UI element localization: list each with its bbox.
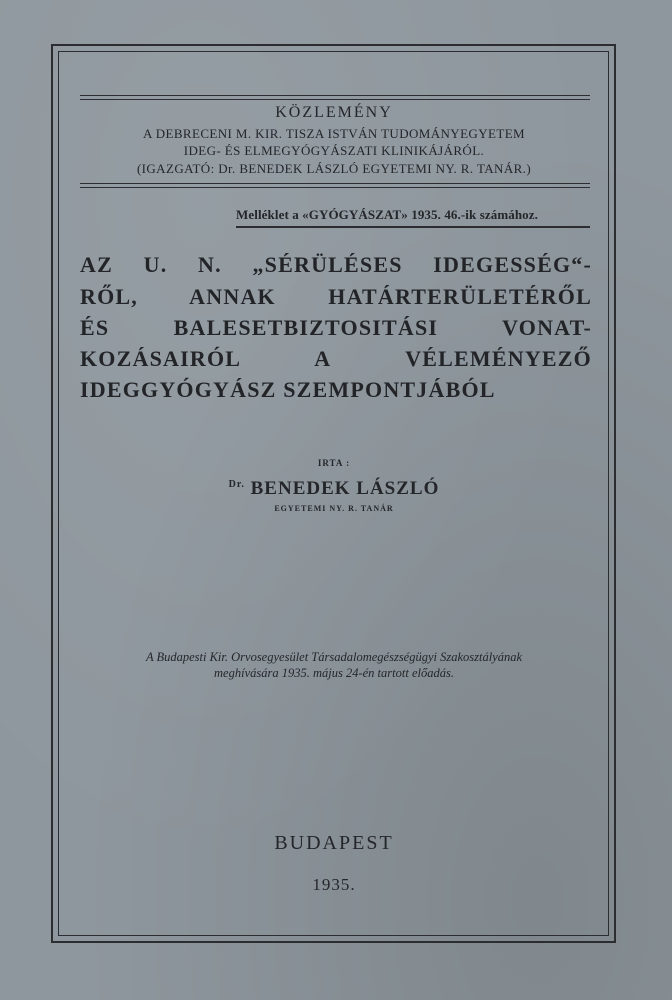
header-top-rule-2 (80, 99, 590, 100)
supplement-underline (236, 226, 590, 228)
header-bottom-rule-1 (80, 183, 590, 184)
header-top-rule-1 (80, 95, 590, 96)
title-line-5: IDEGGYÓGYÁSZ SZEMPONTJÁBÓL (80, 377, 496, 402)
institution-line-1: A DEBRECENI M. KIR. TISZA ISTVÁN TUDOMÁNYEGYETEM (143, 126, 525, 141)
byline-label: IRTA : (317, 458, 351, 468)
title-line-4: KOZÁSAIRÓL A VÉLEMÉNYEZŐ (80, 346, 592, 371)
author-prefix: Dr. (228, 479, 245, 490)
series-heading: KÖZLEMÉNY (275, 104, 393, 121)
institution-line-2: IDEG- ÉS ELMEGYÓGYÁSZATI KLINIKÁJÁRÓL. (183, 143, 485, 158)
institution-line-3: (IGAZGATÓ: Dr. BENEDEK LÁSZLÓ EGYETEMI NY. R. TANÁR.) (136, 161, 532, 176)
author-title: EGYETEMI NY. R. TANÁR (274, 504, 394, 513)
header-bottom-rule-2 (80, 187, 590, 188)
title-line-2: RŐL, ANNAK HATÁRTERÜLETÉRŐL (80, 284, 592, 309)
imprint-year: 1935. (312, 875, 356, 894)
lecture-note-line-2: meghívására 1935. május 24-én tartott előadás. (214, 666, 454, 680)
author-name (60, 478, 608, 500)
imprint-city: BUDAPEST (274, 832, 394, 854)
title-line-1: AZ U. N. „SÉRÜLÉSES IDEGESSÉG“- (80, 252, 592, 277)
lecture-note-line-1: A Budapesti Kir. Orvosegyesület Társadalomegészségügyi Szakosztályának (145, 650, 523, 664)
supplement-note: Melléklet a «GYÓGYÁSZAT» 1935. 46.-ik számához. (236, 207, 538, 222)
title-line-3: ÉS BALESETBIZTOSITÁSI VONAT- (80, 315, 592, 340)
author-name-text: BENEDEK LÁSZLÓ (250, 478, 440, 499)
